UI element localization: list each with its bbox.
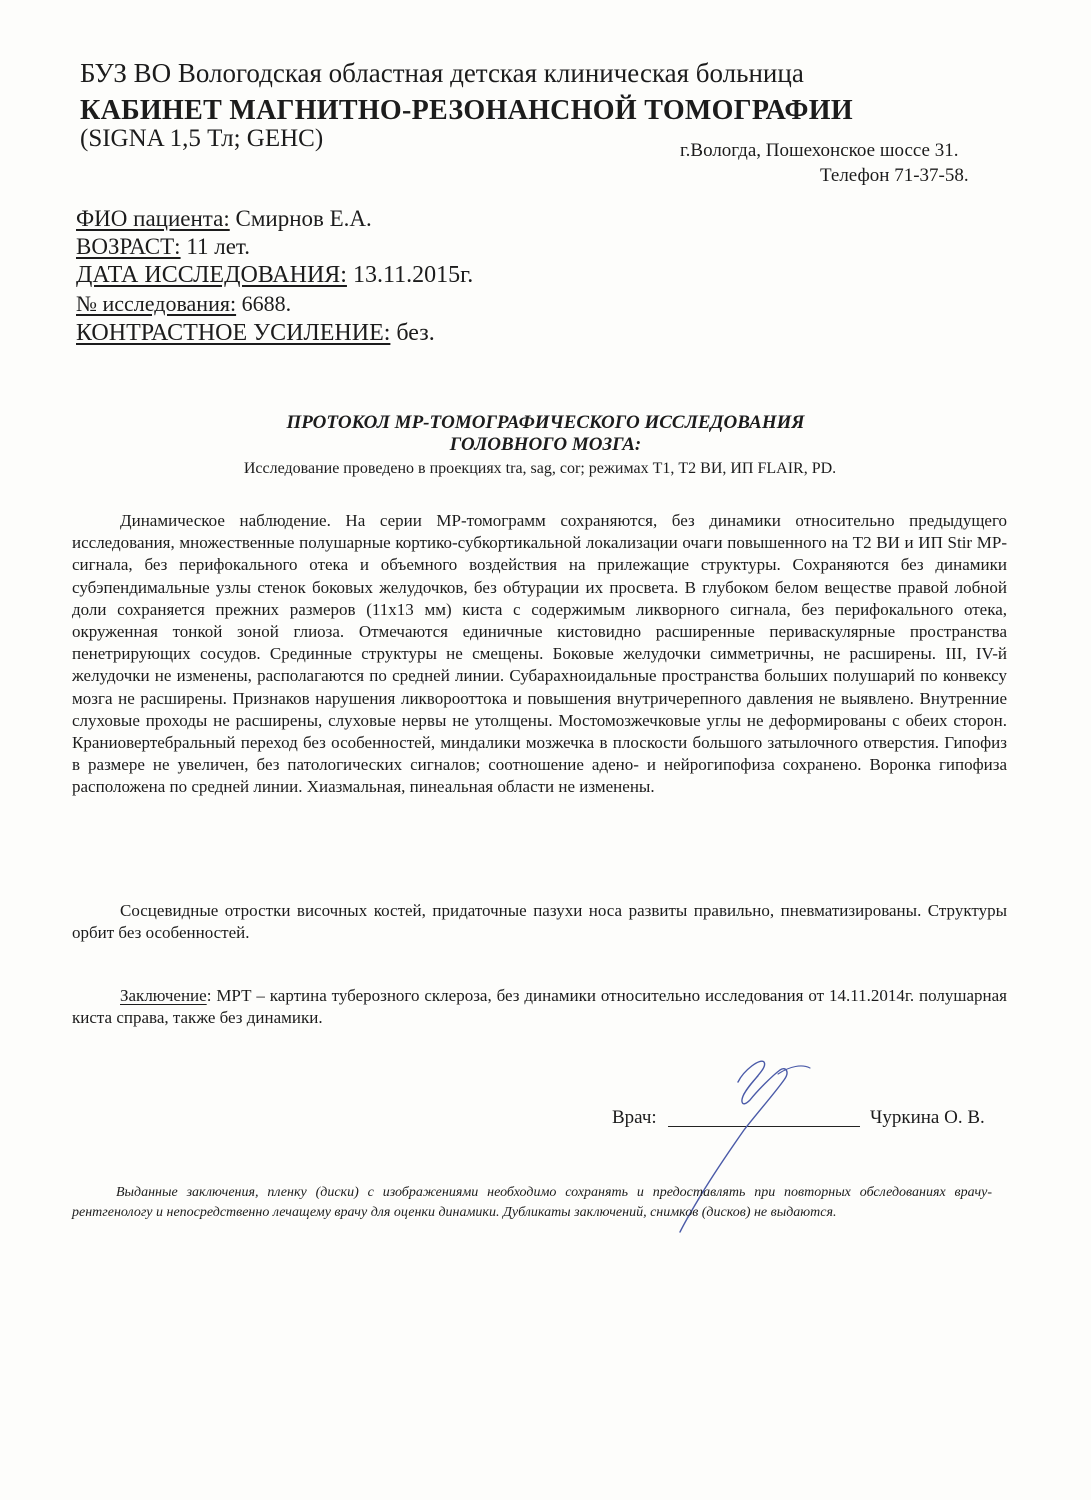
- address: г.Вологда, Пошехонское шоссе 31.: [680, 140, 959, 161]
- contrast-label: КОНТРАСТНОЕ УСИЛЕНИЕ:: [76, 320, 391, 346]
- footer-note: Выданные заключения, пленку (диски) с изображениями необходимо сохранять и предоставлять при повторных обследованиях врачу-рентгенологу и непосредственно лечащему врачу для оценки динамики. Дубликаты заключений, снимков (дисков) не выдаются.: [72, 1185, 992, 1220]
- protocol-subtitle: Исследование проведено в проекциях tra, sag, cor; режимах Т1, Т2 ВИ, ИП FLAIR, PD.: [243, 460, 837, 477]
- patient-age-value: 11 лет.: [180, 234, 250, 259]
- study-date-value: 13.11.2015г.: [346, 262, 474, 288]
- findings-paragraph: Динамическое наблюдение. На серии МР-томограмм сохраняются, без динамики относительно предыдущего исследования, множественные полушарные кортико-субкортикальной локализации очаги повышенного на Т2 ВИ и ИП Stir МР-сигнала, без перифокального отека и объемного воздействия на прилежащие структуры. Сохраняются без динамики субэпендимальные узлы стенок боковых желудочков, без обтурации их просвета. В глубоком белом веществе правой лобной доли сохраняется прежних размеров (11х13 мм) киста с содержимым ликворного сигнала, без перифокального отека, окруженная тонкой зоной глиоза. Отмечаются единичные кистовидно расширенные периваскулярные пространства пенетрирующих сосудов. Срединные структуры не смещены. Боковые желудочки симметричны, не расширены. III, IV-й желудочки не изменены, располагаются по средней линии. Субарахноидальные пространства больших полушарий по конвексу мозга не расширены. Признаков нарушения ликворооттока и повышения внутричерепного давления не выявлено. Внутренние слуховые проходы не расширены, слуховые нервы не утолщены. Мостомозжечковые углы не деформированы с обеих сторон. Краниовертебральный переход без особенностей, миндалики мозжечка в плоскости большого затылочного отверстия. Гипофиз в размере не увеличен, без патологических сигналов; соотношение адено- и нейрогипофиза сохранено. Воронка гипофиза расположена по средней линии. Хиазмальная, пинеальная области не изменены.: [72, 511, 1007, 797]
- findings-paragraph-2: Сосцевидные отростки височных костей, придаточные пазухи носа развиты правильно, пневматизированы. Структуры орбит без особенностей.: [72, 901, 1007, 943]
- protocol-title-line2: ГОЛОВНОГО МОЗГА:: [449, 434, 642, 455]
- equipment-info: (SIGNA 1,5 Тл; GEHC): [80, 125, 324, 152]
- department-name: КАБИНЕТ МАГНИТНО-РЕЗОНАНСНОЙ ТОМОГРАФИИ: [80, 95, 853, 126]
- phone: Телефон 71-37-58.: [820, 165, 969, 186]
- patient-age-label: ВОЗРАСТ:: [76, 234, 181, 259]
- study-number-value: 6688.: [236, 291, 292, 316]
- patient-name-label: ФИО пациента:: [76, 206, 230, 231]
- doctor-label: Врач:: [612, 1107, 657, 1128]
- doctor-name: Чуркина О. В.: [870, 1107, 985, 1128]
- conclusion-label: Заключение: [120, 986, 207, 1005]
- contrast-value: без.: [390, 320, 435, 346]
- conclusion-text: : МРТ – картина туберозного склероза, без динамики относительно исследования от 14.11.2014г. полушарная киста справа, также без динамики.: [72, 986, 1007, 1028]
- study-date-label: ДАТА ИССЛЕДОВАНИЯ:: [76, 262, 347, 288]
- patient-age-row: [76, 234, 250, 260]
- study-date-row: [76, 262, 473, 289]
- patient-name-row: [76, 206, 372, 232]
- study-number-label: № исследования:: [76, 291, 237, 316]
- study-number-row: [76, 291, 291, 317]
- protocol-title-line1: ПРОТОКОЛ МР-ТОМОГРАФИЧЕСКОГО ИССЛЕДОВАНИЯ: [286, 412, 805, 433]
- patient-name-value: Смирнов Е.А.: [229, 206, 372, 231]
- conclusion-paragraph: [72, 985, 1007, 1029]
- organization-name: БУЗ ВО Вологодская областная детская клиническая больница: [80, 58, 804, 88]
- contrast-row: [76, 320, 435, 347]
